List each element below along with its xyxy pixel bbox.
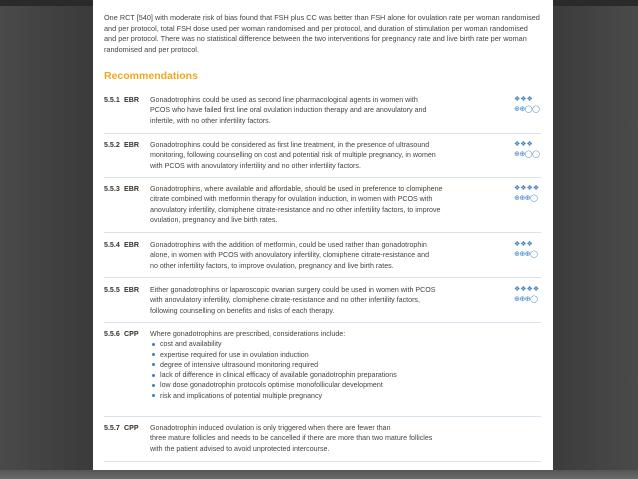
rec-line: with anovulatory infertility, clomiphene citrate-resistance and no other infertility factors, (150, 296, 420, 305)
document-page (93, 0, 553, 479)
recommendation-5-5-7 (104, 423, 541, 462)
bullet-icon (152, 353, 155, 356)
quality-icon: ⊕⊕⊕◯ (514, 251, 538, 258)
viewer-background-left (0, 0, 93, 479)
list-item: cost and availability (150, 339, 498, 349)
rec-type: EBR (124, 141, 139, 149)
section-title: Recommendations (104, 70, 198, 82)
bullet-icon (152, 343, 155, 346)
consideration-list (150, 339, 498, 401)
list-item: lack of difference in clinical efficacy of available gonadotrophin preparations (150, 370, 498, 380)
rec-text (150, 184, 498, 225)
rec-line: Gonadotrophins, where available and affordable, should be used in preference to clomiphene (150, 185, 443, 193)
rec-number: 5.5.3 (104, 185, 120, 193)
rec-line: Gonadotrophin induced ovulation is only triggered when there are fewer than (150, 424, 391, 432)
viewer-bottom-edge (0, 470, 638, 479)
rec-type: EBR (124, 185, 139, 193)
rec-line: monitoring, following counselling on cost and potential risk of multiple pregnancy, in women (150, 151, 436, 160)
recommendation-5-5-6 (104, 329, 541, 417)
rec-number: 5.5.2 (104, 141, 120, 149)
rec-text (150, 329, 498, 401)
strength-icon: ❖❖❖ (514, 96, 533, 103)
rec-type: EBR (124, 96, 139, 104)
rec-text (150, 423, 498, 454)
rec-grade (514, 285, 546, 305)
rec-line: Gonadotrophins could be used as second line pharmacological agents in women with (150, 96, 418, 104)
rec-type: CPP (124, 424, 139, 432)
bullet-icon (152, 363, 155, 366)
rec-number: 5.5.5 (104, 286, 120, 294)
rec-number: 5.5.1 (104, 96, 120, 104)
bullet-icon (152, 384, 155, 387)
rec-text (150, 240, 498, 271)
rec-line: following counselling on benefits and risks of each therapy. (150, 306, 335, 315)
strength-icon: ❖❖❖❖ (514, 286, 540, 293)
quality-icon: ⊕⊕⊕◯ (514, 195, 538, 202)
rec-line: Either gonadotrophins or laparoscopic ovarian surgery could be used in women with PCOS (150, 286, 436, 294)
quality-icon: ⊕⊕◯◯ (514, 106, 540, 113)
strength-icon: ❖❖❖ (514, 241, 533, 248)
rec-line: Gonadotrophins with the addition of metformin, could be used rather than gonadotrophin (150, 241, 427, 249)
bullet-icon (152, 374, 155, 377)
recommendation-5-5-2 (104, 140, 541, 178)
intro-paragraph: One RCT [540] with moderate risk of bias found that FSH plus CC was better than FSH alone for ovulation rate per woman randomised and per protocol, total FSH dose used per woman randomised and per protocol, and duration of stimulation per woman randomised and per protocol. There was no statistical difference between the two interventions for pregnancy rate and live birth rate per woman randomised and per protocol. (104, 13, 540, 54)
strength-icon: ❖❖❖❖ (514, 185, 540, 192)
rec-line: ovulation, pregnancy and live birth rates. (150, 215, 278, 224)
rec-line: with the patient advised to avoid unprotected intercourse. (150, 444, 330, 453)
quality-icon: ⊕⊕◯◯ (514, 151, 540, 158)
rec-number: 5.5.6 (104, 330, 120, 338)
viewer-background-right (545, 0, 638, 479)
rec-grade (514, 184, 546, 204)
list-item: risk and implications of potential multiple pregnancy (150, 391, 498, 401)
rec-text (150, 140, 498, 171)
rec-grade (514, 95, 546, 115)
list-item: degree of intensive ultrasound monitoring required (150, 360, 498, 370)
list-item: expertise required for use in ovulation induction (150, 350, 498, 360)
bullet-icon (152, 394, 155, 397)
recommendation-5-5-5 (104, 285, 541, 323)
recommendation-5-5-1 (104, 95, 541, 134)
recommendation-5-5-3 (104, 184, 541, 233)
rec-grade (514, 240, 546, 260)
rec-line: alone, in women with PCOS with anovulatory infertility, clomiphene citrate-resistance and (150, 251, 430, 260)
recommendation-5-5-4 (104, 240, 541, 278)
rec-type: EBR (124, 241, 139, 249)
list-item: low dose gonadotrophin protocols optimise monofollicular development (150, 380, 498, 390)
strength-icon: ❖❖❖ (514, 141, 533, 148)
rec-line: infertile, with no other infertility factors. (150, 116, 271, 125)
rec-type: CPP (124, 330, 139, 338)
rec-line: three mature follicles and needs to be cancelled if there are more than two mature follicles (150, 434, 433, 443)
rec-number: 5.5.4 (104, 241, 120, 249)
rec-line: Where gonadotrophins are prescribed, considerations include: (150, 330, 346, 338)
rec-text (150, 285, 498, 316)
rec-type: EBR (124, 286, 139, 294)
rec-line: Gonadotrophins could be considered as first line treatment, in the presence of ultrasound (150, 141, 430, 149)
quality-icon: ⊕⊕⊕◯ (514, 296, 538, 303)
rec-line: anovulatory infertility, clomiphene citrate-resistance and no other infertility factors, to improve (150, 205, 441, 214)
rec-line: with PCOS with anovulatory infertility and no other infertility factors. (150, 161, 361, 170)
rec-text (150, 95, 498, 126)
rec-line: PCOS who have failed first line oral ovulation induction therapy and are anovulatory and (150, 106, 427, 115)
rec-number: 5.5.7 (104, 424, 120, 432)
rec-grade (514, 140, 546, 160)
rec-line: citrate combined with metformin therapy for ovulation induction, in women with PCOS with (150, 195, 433, 204)
rec-line: no other infertility factors, to improve ovulation, pregnancy and live birth rates. (150, 261, 394, 270)
